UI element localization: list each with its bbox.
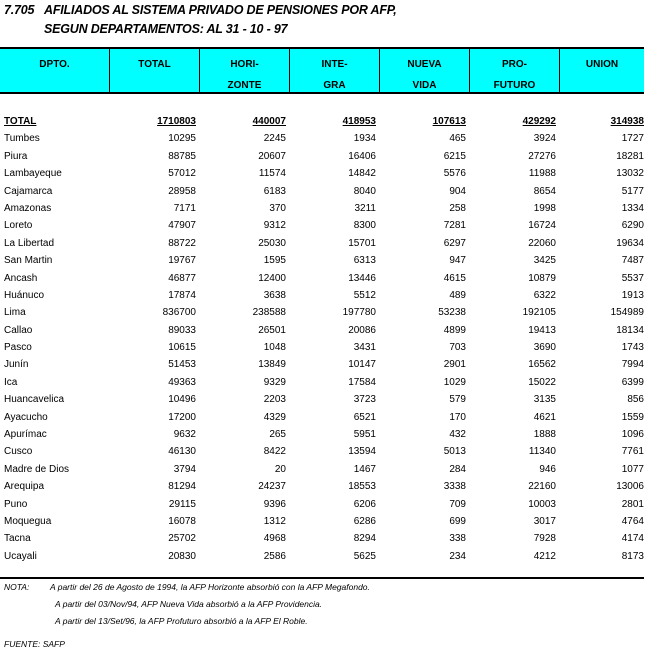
value-cell: 6313 (353, 255, 376, 267)
value-cell: 5625 (353, 550, 376, 562)
value-cell: 1096 (621, 429, 644, 441)
table-row (0, 530, 646, 547)
value-cell: 20 (274, 463, 286, 475)
header-cell (110, 49, 200, 92)
header-label-line-2: ZONTE (227, 80, 262, 91)
title-line-1: AFILIADOS AL SISTEMA PRIVADO DE PENSIONES POR AFP, (44, 3, 397, 17)
value-cell: 5177 (621, 185, 644, 197)
value-cell: 1334 (621, 202, 644, 214)
value-cell: 699 (449, 515, 466, 527)
value-cell: 9312 (263, 220, 286, 232)
value-cell: 197780 (342, 307, 376, 319)
value-cell: 28958 (168, 185, 196, 197)
table-row (0, 235, 646, 252)
value-cell: 4212 (533, 550, 556, 562)
value-cell: 4615 (443, 272, 466, 284)
value-cell: 18281 (616, 150, 644, 162)
department-cell: Ucayali (4, 550, 37, 562)
value-cell: 88785 (168, 150, 196, 162)
value-cell: 49363 (168, 376, 196, 388)
table-row (0, 391, 646, 408)
value-cell: 10147 (348, 359, 376, 371)
value-cell: 12400 (258, 272, 286, 284)
value-cell: 57012 (168, 168, 196, 180)
value-cell: 7281 (443, 220, 466, 232)
value-cell: 6297 (443, 237, 466, 249)
value-cell: 51453 (168, 359, 196, 371)
value-cell: 5951 (353, 429, 376, 441)
value-cell: 8040 (353, 185, 376, 197)
value-cell: 4174 (621, 533, 644, 545)
value-cell: 46877 (168, 272, 196, 284)
department-cell: Huánuco (4, 289, 45, 301)
department-cell: La Libertad (4, 237, 55, 249)
department-cell: Loreto (4, 220, 33, 232)
table-row (0, 496, 646, 513)
header-label-line-1: DPTO. (39, 59, 70, 70)
value-cell: 46130 (168, 446, 196, 458)
value-cell: 1998 (533, 202, 556, 214)
value-cell: 2245 (263, 133, 286, 145)
value-cell: 1888 (533, 429, 556, 441)
note-line-2: A partir del 03/Nov/94, AFP Nueva Vida absorbió a la AFP Providencia. (55, 599, 323, 609)
value-cell: 465 (449, 133, 466, 145)
value-cell: 709 (449, 498, 466, 510)
value-cell: 26501 (258, 324, 286, 336)
table-row (0, 148, 646, 165)
value-cell: 3211 (354, 202, 376, 214)
title-line-2: SEGUN DEPARTAMENTOS: AL 31 - 10 - 97 (44, 22, 288, 36)
table-row (0, 356, 646, 373)
value-cell: 13594 (348, 446, 376, 458)
value-cell: 946 (539, 463, 556, 475)
value-cell: 27276 (528, 150, 556, 162)
department-cell: Junín (4, 359, 29, 371)
value-cell: 19634 (616, 237, 644, 249)
value-cell: 4329 (263, 411, 286, 423)
source-note: FUENTE: SAFP (4, 639, 65, 649)
header-label-line-1: TOTAL (138, 59, 171, 70)
value-cell: 338 (449, 533, 466, 545)
value-cell: 1559 (621, 411, 644, 423)
value-cell: 170 (449, 411, 466, 423)
table-row (0, 374, 646, 391)
header-label-line-1: PRO- (502, 59, 527, 70)
department-cell: Cajamarca (4, 185, 53, 197)
value-cell: 16724 (528, 220, 556, 232)
department-cell: Moquegua (4, 515, 52, 527)
value-cell: 1710803 (157, 116, 196, 127)
header-label-line-2: VIDA (412, 80, 437, 91)
table-title (4, 1, 397, 39)
table-row (0, 183, 646, 200)
value-cell: 4764 (621, 515, 644, 527)
table-row (0, 322, 646, 339)
table-row (0, 304, 646, 321)
value-cell: 5013 (443, 446, 466, 458)
value-cell: 1312 (263, 515, 286, 527)
header-label-line-1: UNION (585, 59, 619, 70)
header-label-line-1: INTE- (321, 59, 348, 70)
value-cell: 11574 (258, 168, 286, 180)
department-cell: Amazonas (4, 202, 52, 214)
value-cell: 89033 (168, 324, 196, 336)
department-cell: Lambayeque (4, 168, 62, 180)
header-label-line-2: FUTURO (493, 80, 536, 91)
value-cell: 429292 (522, 116, 556, 127)
value-cell: 17584 (348, 376, 376, 388)
value-cell: 3425 (533, 255, 556, 267)
value-cell: 1913 (621, 289, 644, 301)
value-cell: 6521 (353, 411, 376, 423)
department-cell: Cusco (4, 446, 33, 458)
value-cell: 1727 (621, 133, 644, 145)
value-cell: 5576 (443, 168, 466, 180)
value-cell: 18553 (348, 481, 376, 493)
value-cell: 314938 (610, 116, 644, 127)
value-cell: 904 (449, 185, 466, 197)
value-cell: 16562 (528, 359, 556, 371)
value-cell: 7171 (173, 202, 196, 214)
value-cell: 17200 (168, 411, 196, 423)
table-row (0, 252, 646, 269)
value-cell: 3924 (533, 133, 556, 145)
value-cell: 1595 (263, 255, 286, 267)
department-cell: Arequipa (4, 481, 45, 493)
value-cell: 3638 (263, 289, 286, 301)
value-cell: 25030 (258, 237, 286, 249)
value-cell: 7487 (621, 255, 644, 267)
department-cell: Puno (4, 498, 28, 510)
value-cell: 2586 (263, 550, 286, 562)
note-line-1: A partir del 26 de Agosto de 1994, la AFP Horizonte absorbió con la AFP Megafondo. (50, 582, 370, 592)
value-cell: 2801 (621, 498, 644, 510)
value-cell: 9632 (173, 429, 196, 441)
value-cell: 24237 (258, 481, 286, 493)
header-label-line-1: NUEVA (407, 59, 442, 70)
department-cell: Madre de Dios (4, 463, 70, 475)
table-row (0, 270, 646, 287)
value-cell: 2203 (263, 394, 286, 406)
value-cell: 13446 (348, 272, 376, 284)
table-row (0, 513, 646, 530)
value-cell: 3690 (533, 342, 556, 354)
value-cell: 6322 (533, 289, 556, 301)
department-cell: Tacna (4, 533, 31, 545)
value-cell: 370 (269, 202, 286, 214)
value-cell: 10615 (168, 342, 196, 354)
value-cell: 4968 (263, 533, 286, 545)
value-cell: 10879 (528, 272, 556, 284)
table-number: 7.705 (4, 3, 35, 17)
value-cell: 20830 (168, 550, 196, 562)
value-cell: 3794 (173, 463, 196, 475)
value-cell: 11340 (528, 446, 556, 458)
department-cell: Callao (4, 324, 33, 336)
department-cell: Ancash (4, 272, 38, 284)
department-cell: Lima (4, 307, 26, 319)
value-cell: 10295 (168, 133, 196, 145)
value-cell: 3135 (533, 394, 556, 406)
value-cell: 15701 (348, 237, 376, 249)
value-cell: 8294 (353, 533, 376, 545)
value-cell: 1467 (353, 463, 376, 475)
value-cell: 440007 (252, 116, 286, 127)
value-cell: 11988 (528, 168, 556, 180)
department-cell: Apurímac (4, 429, 47, 441)
header-cell (290, 49, 380, 92)
header-cell (470, 49, 560, 92)
value-cell: 418953 (342, 116, 376, 127)
value-cell: 19413 (528, 324, 556, 336)
value-cell: 284 (449, 463, 466, 475)
value-cell: 265 (269, 429, 286, 441)
value-cell: 20607 (258, 150, 286, 162)
value-cell: 8654 (533, 185, 556, 197)
value-cell: 3017 (533, 515, 556, 527)
header-cell (380, 49, 470, 92)
value-cell: 13849 (258, 359, 286, 371)
value-cell: 10003 (528, 498, 556, 510)
note-label: NOTA: (4, 582, 30, 592)
value-cell: 154989 (610, 307, 644, 319)
table-row (0, 287, 646, 304)
value-cell: 703 (449, 342, 466, 354)
value-cell: 6399 (621, 376, 644, 388)
value-cell: 8422 (263, 446, 286, 458)
table-header (0, 47, 644, 94)
department-cell: San Martin (4, 255, 53, 267)
table-row (0, 478, 646, 495)
value-cell: 5537 (621, 272, 644, 284)
value-cell: 5512 (353, 289, 376, 301)
value-cell: 13032 (616, 168, 644, 180)
header-cell (0, 49, 110, 92)
department-cell: Tumbes (4, 133, 40, 145)
department-cell: Pasco (4, 342, 32, 354)
table-row (0, 165, 646, 182)
value-cell: 6215 (443, 150, 466, 162)
value-cell: 258 (449, 202, 466, 214)
table-row (0, 339, 646, 356)
value-cell: 9329 (263, 376, 286, 388)
value-cell: 192105 (522, 307, 556, 319)
value-cell: 22060 (528, 237, 556, 249)
value-cell: 6183 (263, 185, 286, 197)
department-cell: Piura (4, 150, 28, 162)
value-cell: 18134 (616, 324, 644, 336)
value-cell: 7928 (533, 533, 556, 545)
value-cell: 856 (627, 394, 644, 406)
value-cell: 1743 (621, 342, 644, 354)
value-cell: 234 (449, 550, 466, 562)
table-row (0, 217, 646, 234)
value-cell: 6286 (353, 515, 376, 527)
department-cell: TOTAL (4, 116, 37, 127)
value-cell: 1029 (443, 376, 466, 388)
value-cell: 1934 (353, 133, 376, 145)
table-row (0, 426, 646, 443)
value-cell: 9396 (263, 498, 286, 510)
department-cell: Ica (4, 376, 18, 388)
value-cell: 238588 (252, 307, 286, 319)
department-cell: Huancavelica (4, 394, 65, 406)
total-row (0, 113, 646, 130)
value-cell: 88722 (168, 237, 196, 249)
value-cell: 3723 (353, 394, 376, 406)
value-cell: 13006 (616, 481, 644, 493)
header-label-line-1: HORI- (230, 59, 259, 70)
value-cell: 29115 (168, 498, 196, 510)
value-cell: 20086 (348, 324, 376, 336)
value-cell: 25702 (168, 533, 196, 545)
value-cell: 81294 (168, 481, 196, 493)
value-cell: 836700 (162, 307, 196, 319)
value-cell: 1048 (263, 342, 286, 354)
value-cell: 22160 (528, 481, 556, 493)
value-cell: 3431 (353, 342, 376, 354)
value-cell: 6206 (353, 498, 376, 510)
value-cell: 579 (449, 394, 466, 406)
header-cell (560, 49, 644, 92)
value-cell: 947 (449, 255, 466, 267)
value-cell: 16078 (168, 515, 196, 527)
value-cell: 10496 (168, 394, 196, 406)
value-cell: 3338 (443, 481, 466, 493)
note-line-3: A partir del 13/Set/96, la AFP Profuturo absorbió a la AFP El Roble. (55, 616, 308, 626)
value-cell: 107613 (432, 116, 466, 127)
value-cell: 4621 (533, 411, 556, 423)
value-cell: 15022 (528, 376, 556, 388)
value-cell: 7994 (621, 359, 644, 371)
header-cell (200, 49, 290, 92)
table-row (0, 548, 646, 565)
table-row (0, 443, 646, 460)
table-body (0, 113, 646, 565)
value-cell: 2901 (443, 359, 466, 371)
value-cell: 1077 (621, 463, 644, 475)
value-cell: 47907 (168, 220, 196, 232)
value-cell: 17874 (168, 289, 196, 301)
value-cell: 489 (449, 289, 466, 301)
table-row (0, 461, 646, 478)
value-cell: 7761 (621, 446, 644, 458)
table-row (0, 409, 646, 426)
value-cell: 6290 (621, 220, 644, 232)
value-cell: 8300 (353, 220, 376, 232)
value-cell: 53238 (438, 307, 466, 319)
department-cell: Ayacucho (4, 411, 48, 423)
header-label-line-2: GRA (323, 80, 346, 91)
bottom-rule (0, 577, 644, 579)
value-cell: 16406 (348, 150, 376, 162)
table-row (0, 130, 646, 147)
value-cell: 19767 (168, 255, 196, 267)
table-row (0, 200, 646, 217)
value-cell: 8173 (621, 550, 644, 562)
value-cell: 14842 (348, 168, 376, 180)
value-cell: 4899 (443, 324, 466, 336)
value-cell: 432 (449, 429, 466, 441)
